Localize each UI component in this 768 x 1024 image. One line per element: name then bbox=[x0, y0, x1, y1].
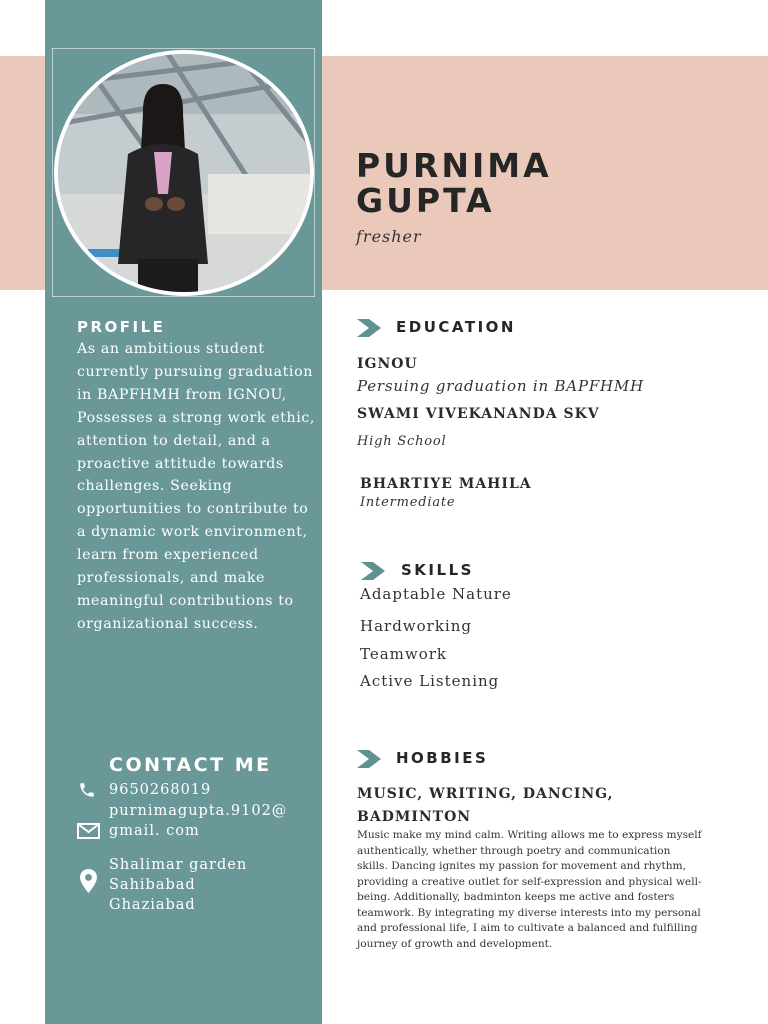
skill-item: Teamwork bbox=[360, 645, 448, 663]
role: fresher bbox=[356, 227, 422, 246]
chevron-right-icon bbox=[361, 562, 385, 580]
chevron-right-icon bbox=[357, 750, 381, 768]
contact-heading: CONTACT ME bbox=[109, 754, 272, 776]
education-detail-3: Intermediate bbox=[360, 495, 456, 510]
chevron-right-icon bbox=[357, 319, 381, 337]
skill-item: Hardworking bbox=[360, 617, 472, 635]
hobbies-title: MUSIC, WRITING, DANCING, BADMINTON bbox=[357, 786, 614, 825]
education-detail-2: High School bbox=[357, 434, 447, 449]
skill-item: Adaptable Nature bbox=[360, 585, 512, 603]
education-institution-1: IGNOU bbox=[357, 356, 418, 372]
phone-icon bbox=[78, 781, 96, 799]
profile-photo bbox=[54, 50, 314, 296]
profile-heading: PROFILE bbox=[77, 318, 166, 336]
education-heading: EDUCATION bbox=[396, 318, 516, 336]
name-first: PURNIMA bbox=[356, 146, 552, 185]
contact-address-line1: Shalimar garden bbox=[109, 857, 248, 873]
location-pin-icon bbox=[80, 869, 97, 893]
photo-frame-left bbox=[52, 48, 53, 297]
name-last: GUPTA bbox=[356, 181, 495, 220]
name bbox=[356, 148, 552, 218]
contact-email-line1: purnimagupta.9102@ bbox=[109, 803, 288, 819]
contact-address-line3: Ghaziabad bbox=[109, 897, 196, 913]
education-institution-2: SWAMI VIVEKANANDA SKV bbox=[357, 406, 600, 422]
education-institution-3: BHARTIYE MAHILA bbox=[360, 476, 532, 492]
hobbies-heading: HOBBIES bbox=[396, 749, 489, 767]
skills-heading: SKILLS bbox=[401, 561, 474, 579]
envelope-icon bbox=[77, 823, 100, 839]
contact-email-line2: gmail. com bbox=[109, 823, 200, 839]
profile-text: As an ambitious student currently pursuing graduation in BAPFHMH from IGNOU, Possesses a strong work ethic, attention to detail, and a proactive attitude towards challenges. Seeking opportunities to contribute to a dynamic work environment, learn from experienced professionals, and make meaningful contributions to organizational success. bbox=[77, 341, 316, 632]
photo-frame-bottom bbox=[52, 296, 315, 297]
education-detail-1: Persuing graduation in BAPFHMH bbox=[357, 377, 644, 395]
contact-phone: 9650268019 bbox=[109, 782, 212, 798]
skill-item: Active Listening bbox=[360, 672, 500, 690]
hobbies-description: Music make my mind calm. Writing allows me to express myself authentically, whether through poetry and communication skills. Dancing ignites my passion for movement and rhythm, providing a creative outlet for self-expression and physical well-being. Additionally, badminton keeps me active and fosters teamwork. By integrating my diverse interests into my personal and professional life, I aim to cultivate a balanced and fulfilling journey of growth and development. bbox=[357, 829, 702, 950]
contact-address-line2: Sahibabad bbox=[109, 877, 196, 893]
